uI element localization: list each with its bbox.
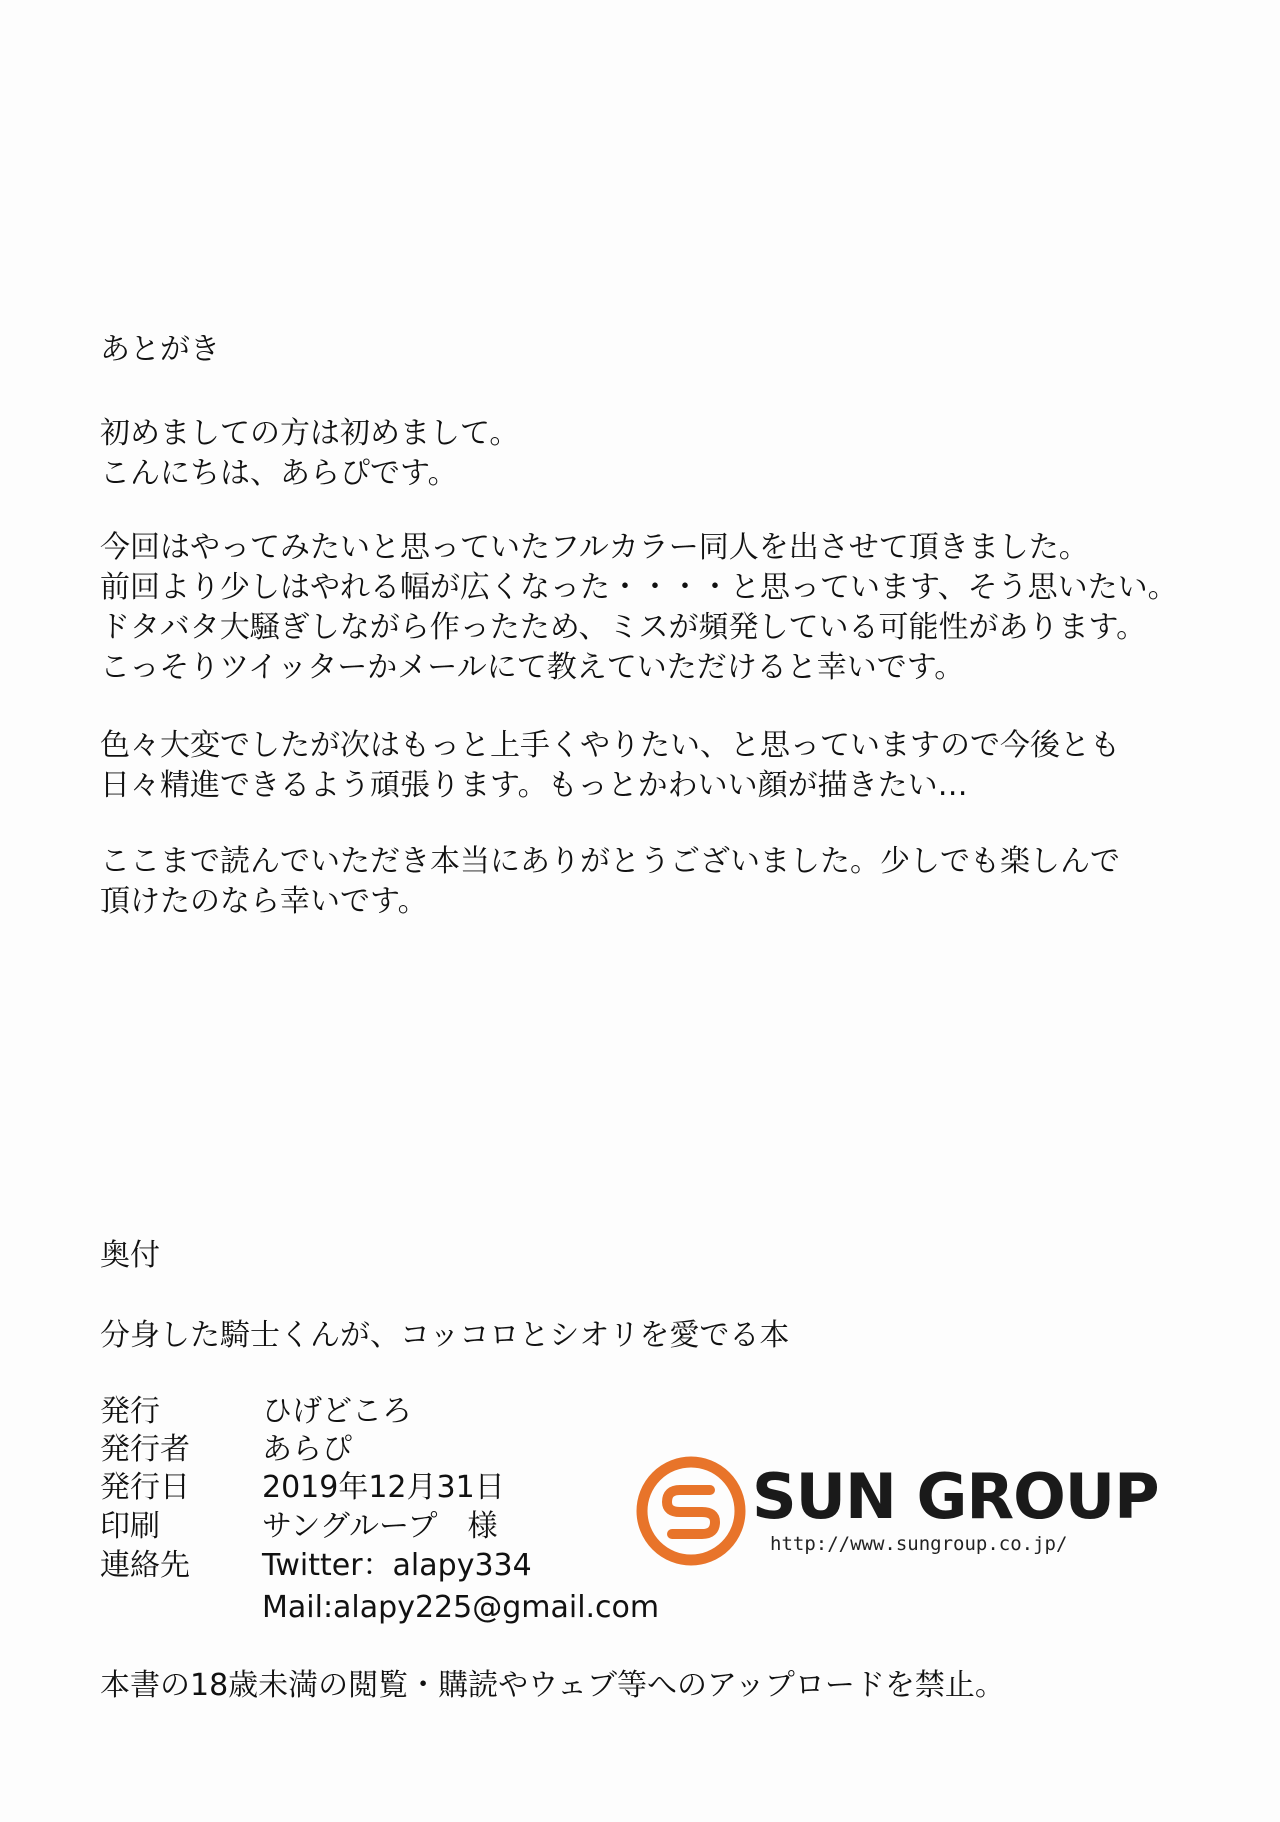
afterword-line: こっそりツイッターかメールにて教えていただけると幸いです。 [100,650,965,685]
afterword-line: 前回より少しはやれる幅が広くなった・・・・と思っています、そう思いたい。 [100,570,1178,605]
afterword-line: ドタバタ大騒ぎしながら作ったため、ミスが頻発している可能性があります。 [100,610,1147,645]
afterword-line: 初めましての方は初めまして。 [100,416,520,451]
age-restriction-notice: 本書の18歳未満の閲覧・購読やウェブ等へのアップロードを禁止。 [100,1668,1005,1703]
colophon-label-printer: 印刷 [100,1509,160,1544]
colophon-value-printer: サングループ 様 [262,1509,498,1544]
colophon-value-mail: Mail:alapy225@gmail.com [262,1590,660,1625]
colophon-label-date: 発行日 [100,1470,190,1505]
colophon-value-publisher: ひげどころ [262,1394,412,1429]
logo-name: SUN GROUP [752,1460,1159,1533]
logo-url: http://www.sungroup.co.jp/ [770,1533,1068,1555]
sun-group-emblem-icon [636,1456,746,1566]
colophon-label-contact: 連絡先 [100,1548,190,1583]
afterword-line: ここまで読んでいただき本当にありがとうございました。少しでも楽しんで [100,844,1120,879]
colophon-value-issuer: あらぴ [262,1432,352,1467]
afterword-line: こんにちは、あらぴです。 [100,456,458,491]
afterword-heading: あとがき [100,332,220,367]
colophon-value-date: 2019年12月31日 [262,1470,505,1505]
colophon-label-publisher: 発行 [100,1394,160,1429]
afterword-line: 頂けたのなら幸いです。 [100,884,428,919]
afterword-line: 色々大変でしたが次はもっと上手くやりたい、と思っていますので今後とも [100,728,1120,763]
afterword-line: 今回はやってみたいと思っていたフルカラー同人を出させて頂きました。 [100,530,1089,565]
colophon-label-issuer: 発行者 [100,1432,190,1467]
colophon-value-twitter: Twitter：alapy334 [262,1548,532,1583]
sun-group-logo [636,1456,1159,1566]
colophon-heading: 奥付 [100,1238,160,1273]
book-title: 分身した騎士くんが、コッコロとシオリを愛でる本 [100,1318,790,1353]
afterword-line: 日々精進できるよう頑張ります。もっとかわいい顔が描きたい… [100,768,968,803]
